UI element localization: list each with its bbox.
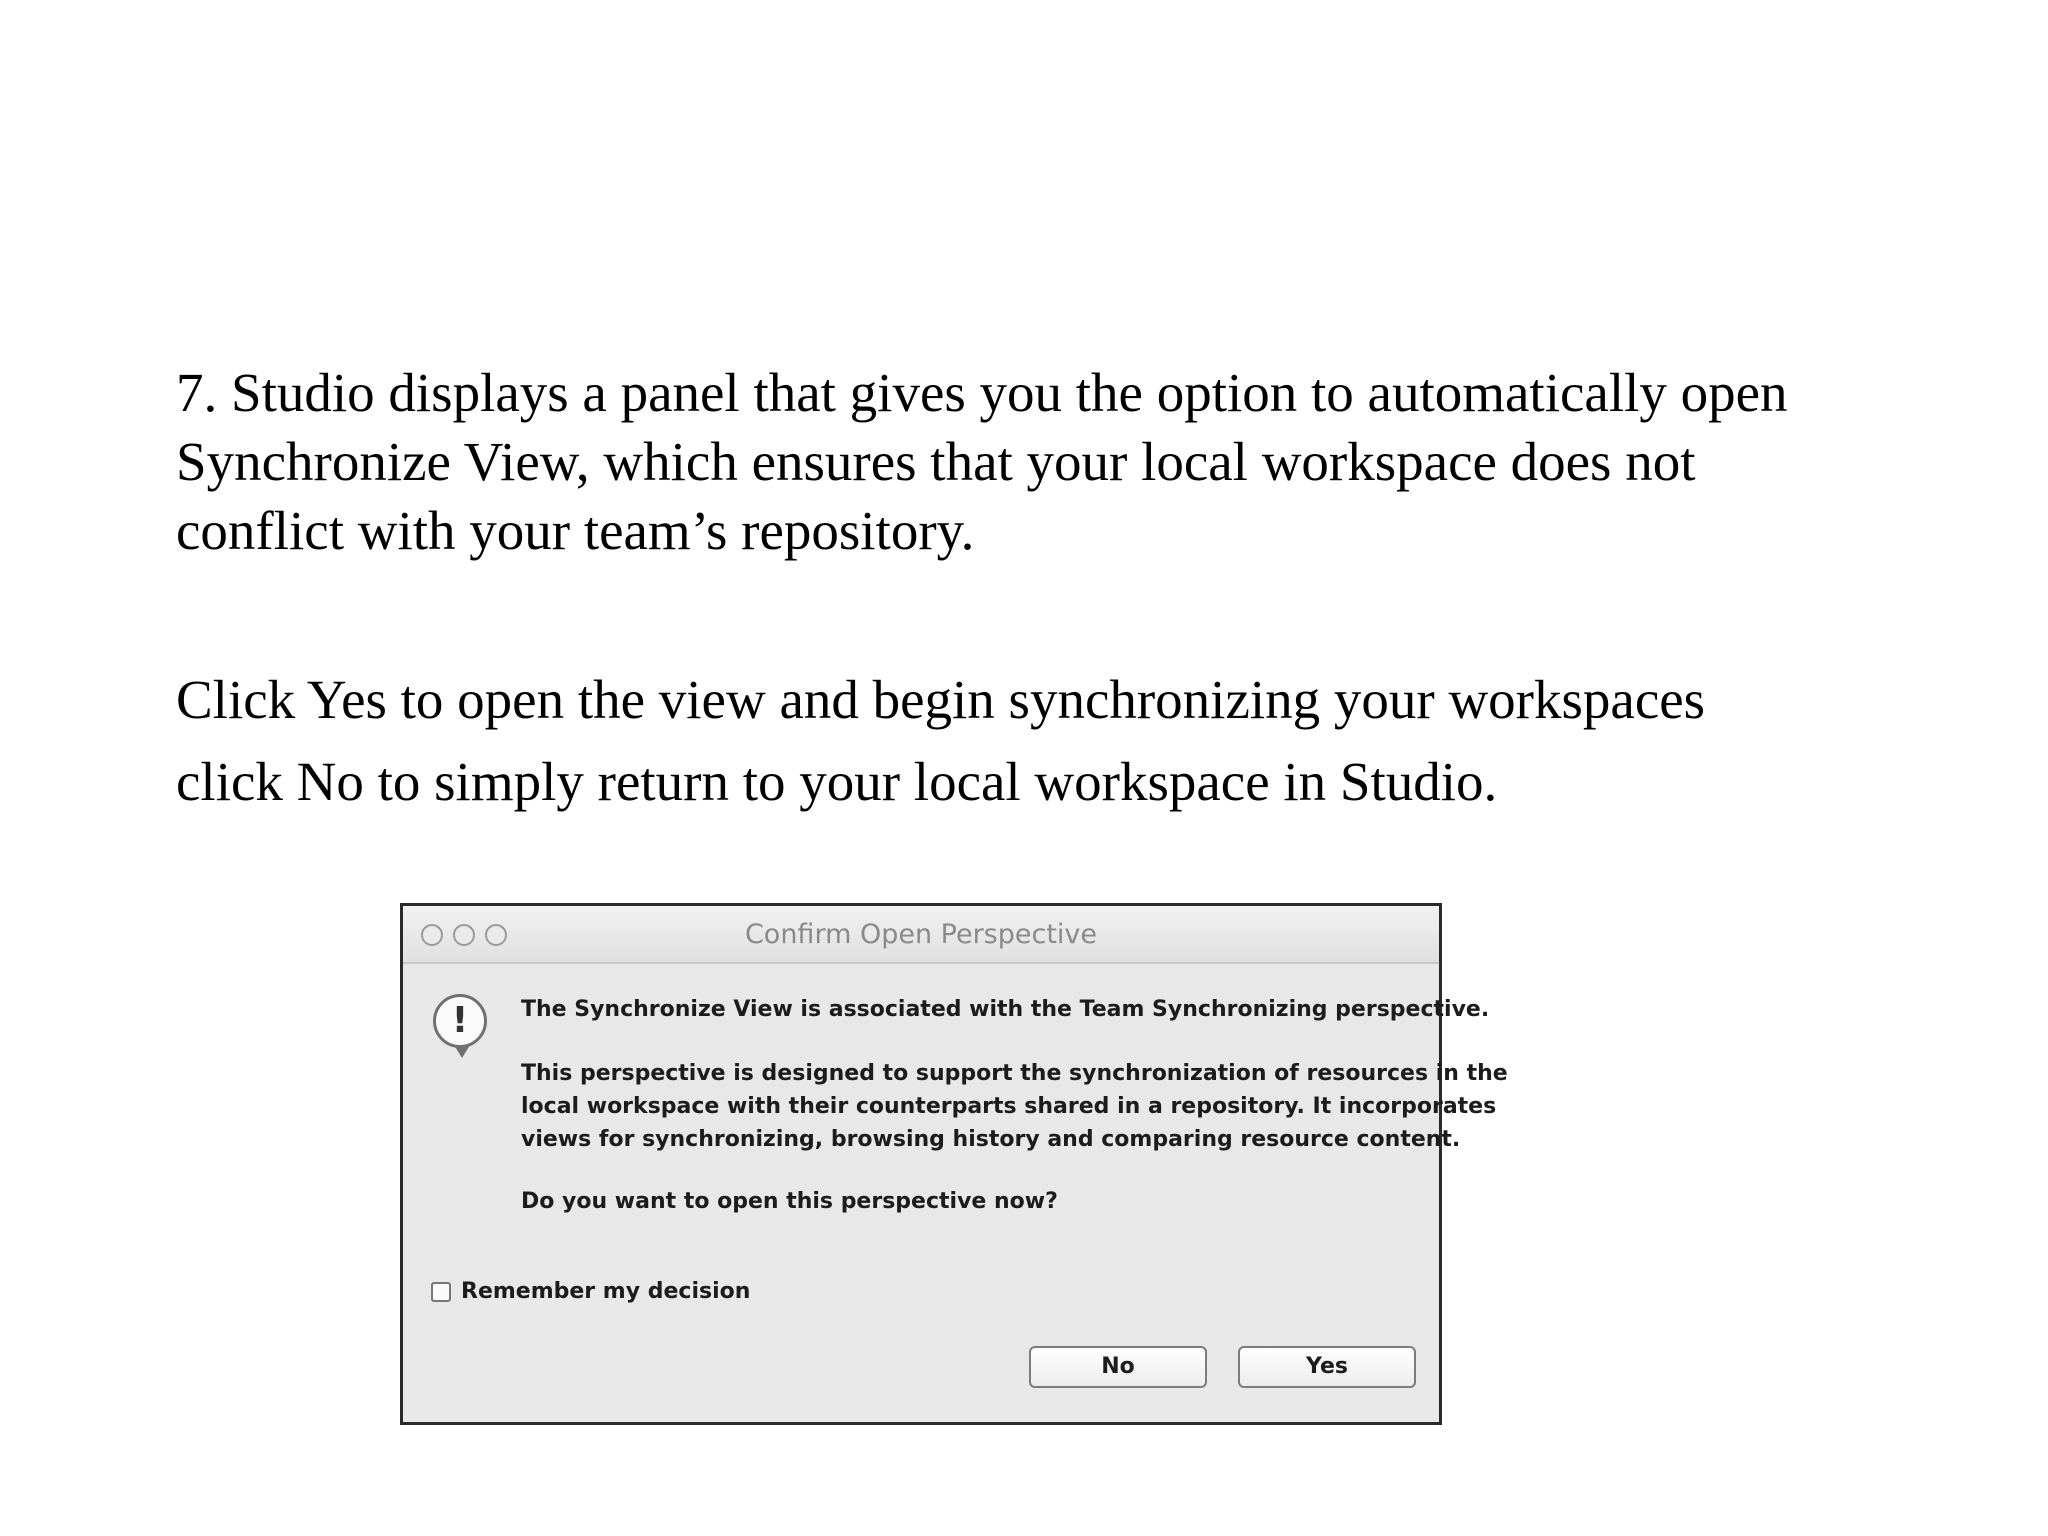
remember-decision-option[interactable]: [431, 1279, 750, 1304]
instruction-paragraph-1: [176, 358, 1976, 565]
description-line: local workspace with their counterparts shared in a repository. It incorporates: [521, 1094, 1497, 1119]
text-line: conflict with your team’s repository.: [176, 500, 975, 561]
text-line: 7. Studio displays a panel that gives you the option to automatically open: [176, 362, 1788, 423]
text-line: Click Yes to open the view and begin synchronizing your workspaces: [176, 669, 1706, 730]
instruction-paragraph-2: [176, 659, 1976, 823]
dialog-message: The Synchronize View is associated with the Team Synchronizing perspective.: [521, 997, 1490, 1022]
description-line: This perspective is designed to support the synchronization of resources in the: [521, 1061, 1508, 1086]
confirm-open-perspective-dialog: [400, 903, 1508, 1425]
dialog-titlebar: [403, 906, 1439, 964]
dialog-title: Confirm Open Perspective: [744, 919, 1098, 950]
dialog-description: [521, 1057, 1508, 1156]
text-line: Synchronize View, which ensures that your local workspace does not: [176, 431, 1696, 492]
exclamation-alert-icon: !: [433, 994, 487, 1048]
dialog-question: Do you want to open this perspective now?: [521, 1189, 1058, 1214]
yes-button[interactable]: Yes: [1238, 1346, 1416, 1388]
description-line: views for synchronizing, browsing history and comparing resource content.: [521, 1127, 1461, 1152]
no-button[interactable]: No: [1029, 1346, 1207, 1388]
remember-decision-checkbox[interactable]: [431, 1282, 451, 1302]
text-line: click No to simply return to your local workspace in Studio.: [176, 751, 1498, 812]
remember-decision-label: Remember my decision: [461, 1279, 751, 1304]
